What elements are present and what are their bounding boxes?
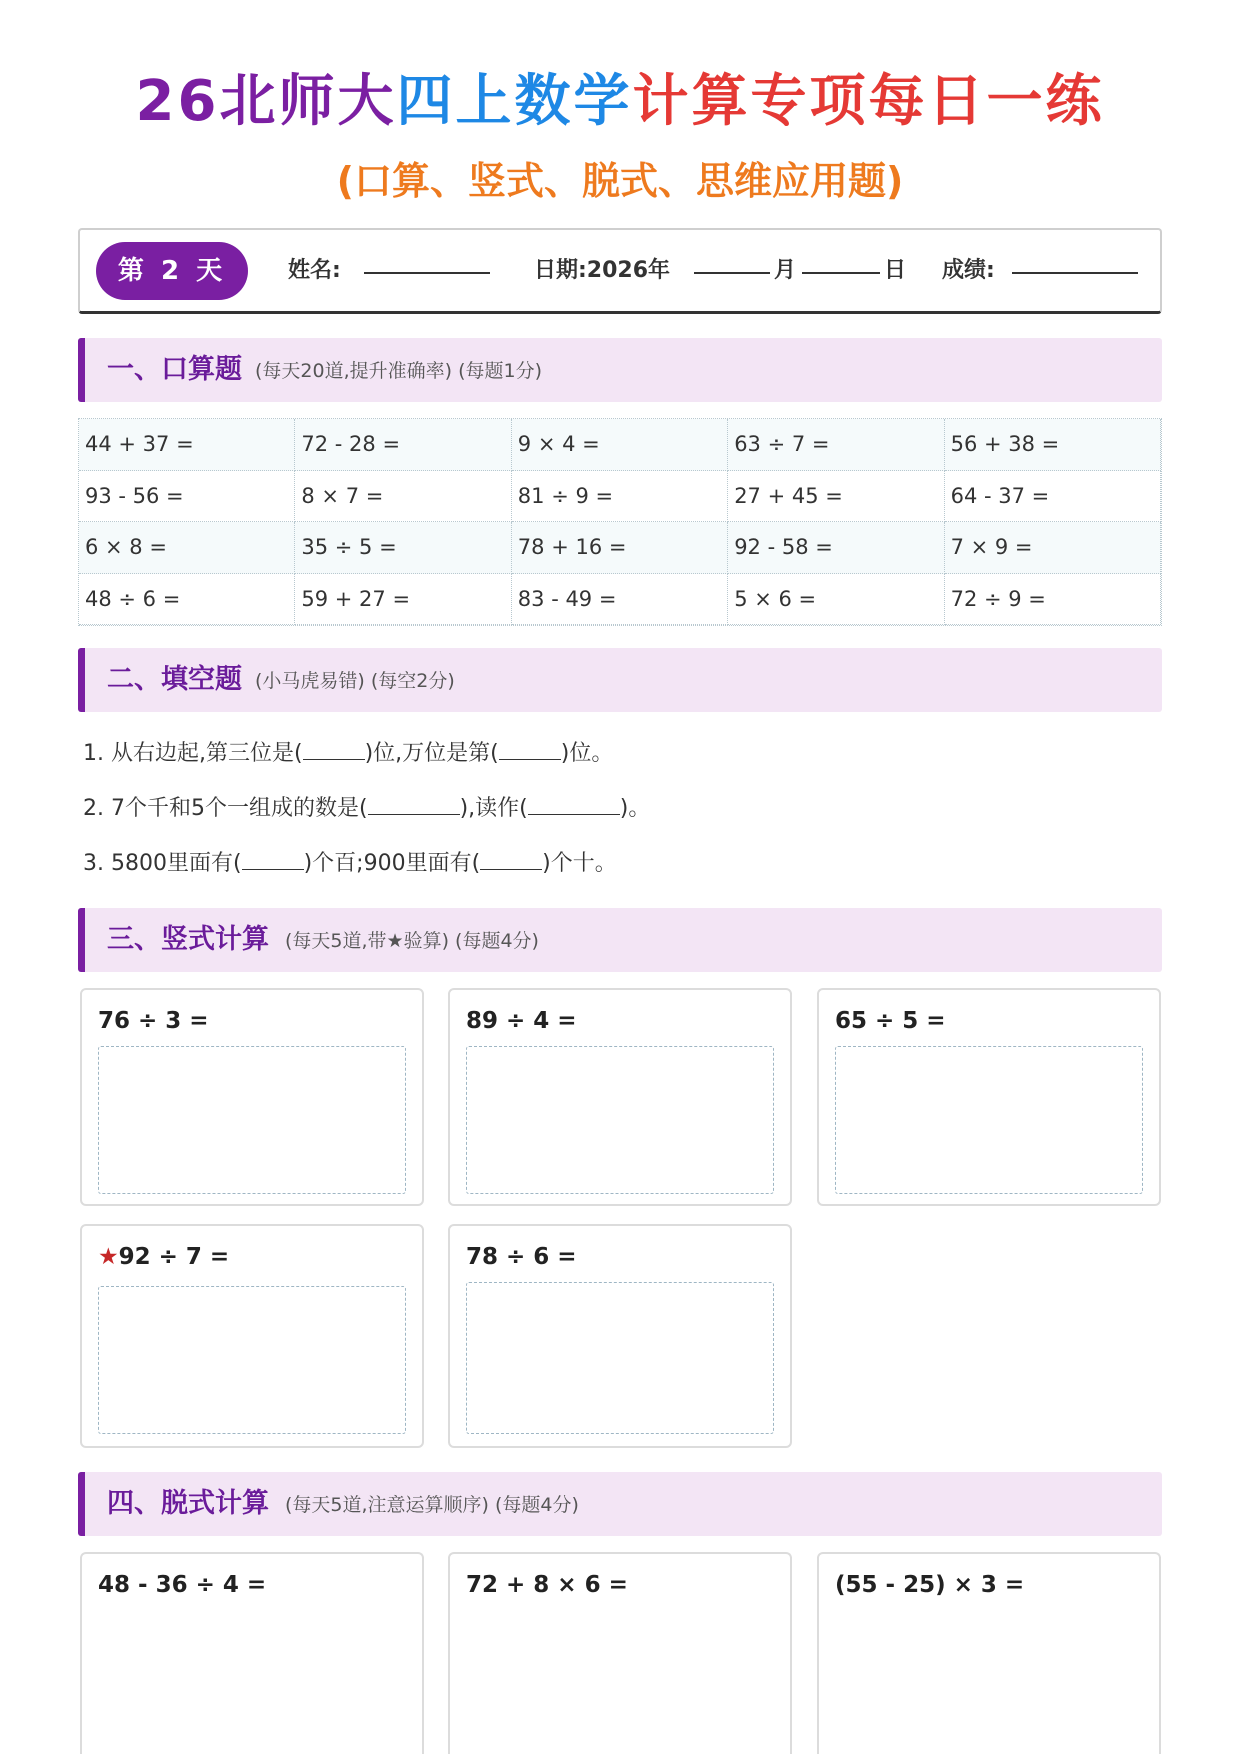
fill-blank[interactable] [528, 792, 620, 815]
oral-problem: 56 + 38 = [945, 419, 1161, 471]
oral-problem-grid [78, 418, 1162, 626]
month-label: 月 [774, 258, 797, 283]
name-field[interactable] [364, 272, 490, 274]
oral-problem: 63 ÷ 7 = [728, 419, 944, 471]
oral-problem: 72 ÷ 9 = [945, 574, 1161, 626]
oral-problem: 64 - 37 = [945, 471, 1161, 523]
vertical-question: 65 ÷ 5 = [835, 1008, 946, 1034]
star-icon: ★ [98, 1244, 119, 1270]
section-vertical-title: 三、竖式计算 [107, 924, 269, 955]
vertical-question: 78 ÷ 6 = [466, 1244, 577, 1270]
fill-text: )。 [619, 796, 651, 821]
stepwise-card [817, 1552, 1161, 1754]
stepwise-question: 72 + 8 × 6 = [466, 1572, 628, 1598]
fill-blank[interactable] [242, 847, 304, 870]
student-info-bar [78, 228, 1162, 314]
day-field[interactable] [802, 272, 880, 274]
oral-problem: 93 - 56 = [79, 471, 295, 523]
fill-number: 3. [83, 851, 104, 876]
title-part-1: 26北师大 [135, 69, 397, 134]
month-field[interactable] [694, 272, 770, 274]
vertical-question [98, 1242, 229, 1272]
fill-text: 从右边起,第三位是( [111, 741, 303, 766]
vertical-card [448, 1224, 792, 1448]
section-stepwise-header [78, 1472, 1162, 1536]
score-field[interactable] [1012, 272, 1138, 274]
fill-text: ),读作( [459, 796, 528, 821]
fill-blank[interactable] [499, 737, 561, 760]
fill-problem-1 [83, 737, 613, 769]
page-subtitle: (口算、竖式、脱式、思维应用题) [336, 159, 904, 203]
section-vertical-note: (每天5道,带★验算) (每题4分) [285, 930, 539, 952]
oral-problem: 92 - 58 = [728, 522, 944, 574]
work-area[interactable] [98, 1286, 406, 1434]
vertical-question: 76 ÷ 3 = [98, 1008, 209, 1034]
day-label: 日 [884, 258, 907, 283]
oral-problem: 59 + 27 = [295, 574, 511, 626]
oral-problem: 81 ÷ 9 = [512, 471, 728, 523]
title-part-2: 四上数学 [396, 69, 633, 134]
fill-text: )个百;900里面有( [303, 851, 481, 876]
stepwise-card [448, 1552, 792, 1754]
fill-text: )个十。 [542, 851, 617, 876]
work-area[interactable] [98, 1046, 406, 1194]
score-label: 成绩: [942, 258, 995, 283]
fill-text: 5800里面有( [111, 851, 242, 876]
fill-problem-3 [83, 847, 617, 879]
fill-number: 1. [83, 741, 104, 766]
oral-problem: 8 × 7 = [295, 471, 511, 523]
date-label: 日期:2026年 [534, 258, 671, 283]
section-oral-header [78, 338, 1162, 402]
oral-problem: 27 + 45 = [728, 471, 944, 523]
fill-text: )位,万位是第( [364, 741, 499, 766]
work-area[interactable] [835, 1046, 1143, 1194]
fill-blank[interactable] [303, 737, 365, 760]
section-fill-header [78, 648, 1162, 712]
stepwise-question: (55 - 25) × 3 = [835, 1572, 1025, 1598]
fill-blank[interactable] [480, 847, 542, 870]
oral-problem: 44 + 37 = [79, 419, 295, 471]
vertical-card [448, 988, 792, 1206]
section-oral-title: 一、口算题 [107, 354, 242, 385]
stepwise-question: 48 - 36 ÷ 4 = [98, 1572, 267, 1598]
title-part-3: 计算专项每日一练 [632, 69, 1105, 134]
section-fill-title: 二、填空题 [107, 664, 242, 695]
oral-problem: 35 ÷ 5 = [295, 522, 511, 574]
section-vertical-header [78, 908, 1162, 972]
oral-problem: 9 × 4 = [512, 419, 728, 471]
oral-problem: 72 - 28 = [295, 419, 511, 471]
fill-text: 7个千和5个一组成的数是( [111, 796, 368, 821]
work-area[interactable] [466, 1046, 774, 1194]
oral-problem: 6 × 8 = [79, 522, 295, 574]
vertical-card [817, 988, 1161, 1206]
page-title [0, 66, 1240, 138]
stepwise-card [80, 1552, 424, 1754]
fill-problem-2 [83, 792, 650, 824]
oral-problem: 7 × 9 = [945, 522, 1161, 574]
section-stepwise-title: 四、脱式计算 [107, 1488, 269, 1519]
work-area[interactable] [466, 1282, 774, 1434]
oral-problem: 48 ÷ 6 = [79, 574, 295, 626]
vertical-question: 89 ÷ 4 = [466, 1008, 577, 1034]
vertical-question-text: 92 ÷ 7 = [118, 1244, 230, 1270]
oral-problem: 5 × 6 = [728, 574, 944, 626]
day-badge: 第 2 天 [96, 242, 248, 300]
section-stepwise-note: (每天5道,注意运算顺序) (每题4分) [285, 1494, 579, 1516]
fill-text: )位。 [560, 741, 614, 766]
oral-problem: 78 + 16 = [512, 522, 728, 574]
vertical-card-starred [80, 1224, 424, 1448]
section-oral-note: (每天20道,提升准确率) (每题1分) [255, 360, 542, 382]
fill-blank[interactable] [368, 792, 460, 815]
oral-problem: 83 - 49 = [512, 574, 728, 626]
section-fill-note: (小马虎易错) (每空2分) [255, 670, 455, 692]
fill-number: 2. [83, 796, 104, 821]
name-label: 姓名: [288, 258, 341, 283]
vertical-card [80, 988, 424, 1206]
